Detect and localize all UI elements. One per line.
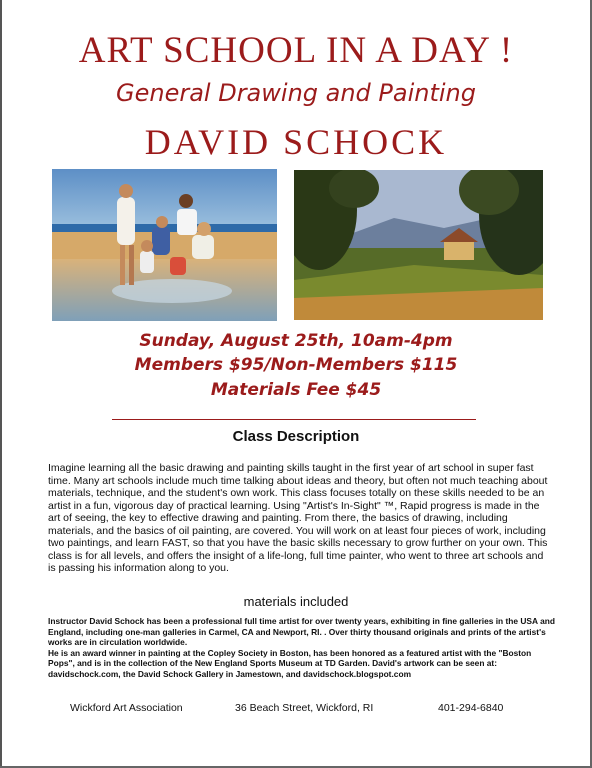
- event-date-time: Sunday, August 25th, 10am-4pm: [139, 331, 453, 351]
- footer-organization: Wickford Art Association: [70, 702, 183, 714]
- flyer-subtitle: General Drawing and Painting: [116, 79, 476, 107]
- instructor-bio-paragraph-2: He is an award winner in painting at the Copley Society in Boston, has been honored as a featured artist with the "Boston Pops", and is in the collection of the New England Sports Museum at TD Garden. David's artwork can be seen at: davidschock.com, the David Schock Gallery in Jamestown, and davidschock.blogspot.com: [48, 647, 532, 679]
- beach-children-painting: [52, 169, 277, 321]
- instructor-bio-paragraph-1: Instructor David Schock has been a professional full time artist for over twenty years, exhibiting in fine galleries in the USA and England, including one-man galleries in Carmel, CA and Newport, RI. . Over thirty thousand originals and prints of the artist's works are in circulation worldwide.: [48, 616, 555, 648]
- class-description-heading: Class Description: [232, 428, 360, 445]
- flyer-title: ART SCHOOL IN A DAY !: [78, 30, 514, 71]
- footer-phone: 401-294-6840: [438, 702, 504, 714]
- event-price: Members $95/Non-Members $115: [134, 355, 458, 375]
- materials-fee: Materials Fee $45: [210, 380, 382, 400]
- materials-included-note: materials included: [243, 594, 349, 609]
- landscape-painting: [294, 170, 543, 320]
- instructor-bio: [48, 616, 556, 680]
- footer-address: 36 Beach Street, Wickford, RI: [235, 702, 374, 714]
- landscape-painting-artwork: [294, 170, 543, 320]
- class-description-body: Imagine learning all the basic drawing and painting skills taught in the first year of art school in super fast time. Many art schools include much time talking about ideas and theory, but often not much teaching about materials, technique, and the student's own work. This class focuses totally on these skills needed to be an artist in a fun, vigorous day of practical learning. Using "Artist's In-Sight" ™, Rapid progress is made in the art of seeing, the key to effective drawing and painting. From there, the basics of drawing, including materials, and the basics of oil painting, are covered. You will work on at least four pieces of work, including two paintings, and learn FAST, so that you have the basic skills necessary to grow further on your own. This class is for all levels, and offers the insight of a life-long, full time painter, who went to three art schools and is passing his information along to you.: [48, 462, 548, 574]
- beach-painting-artwork: [52, 169, 277, 321]
- section-divider: [112, 419, 476, 420]
- instructor-name: DAVID SCHOCK: [144, 122, 448, 162]
